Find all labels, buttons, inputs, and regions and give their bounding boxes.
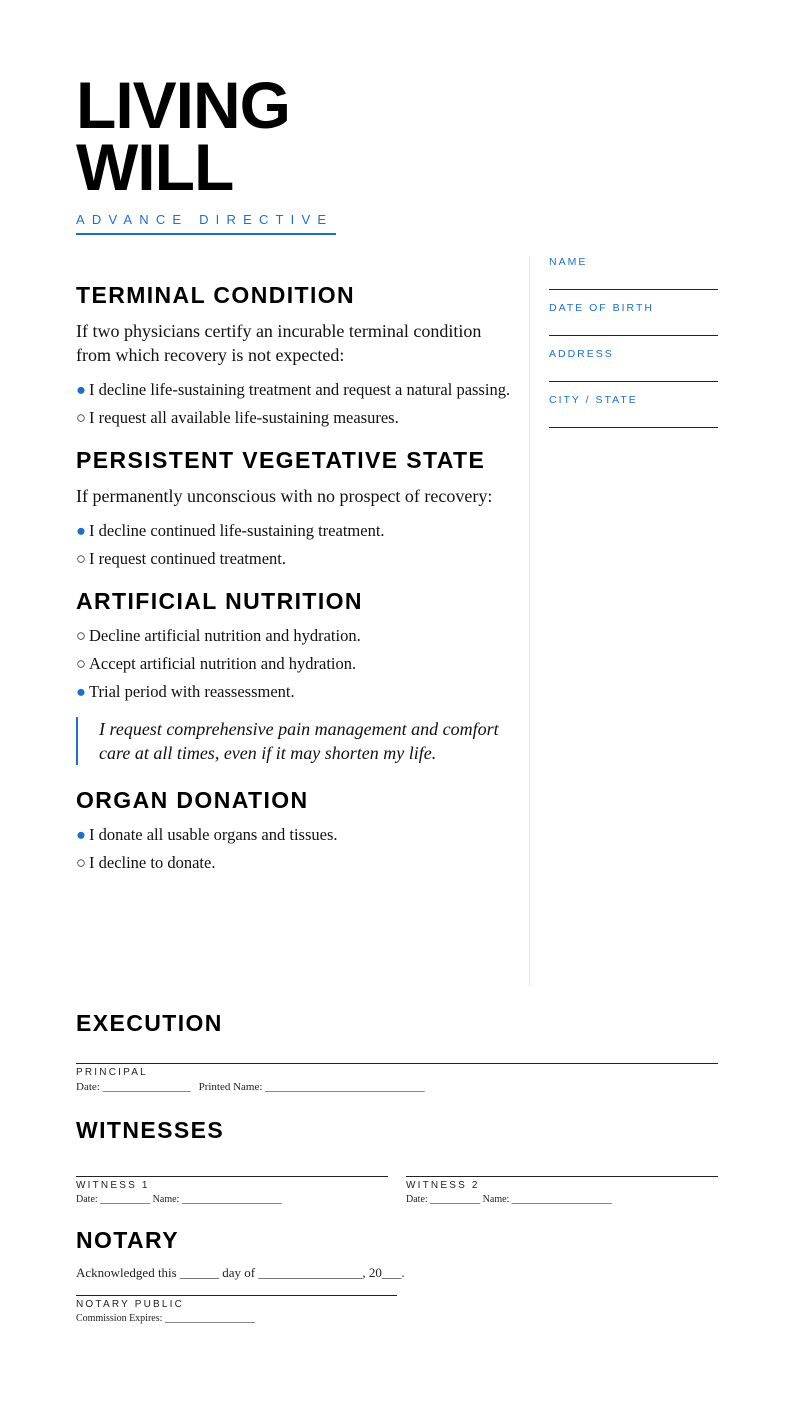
field-label: CITY / STATE xyxy=(549,394,638,406)
witness-2-meta[interactable]: Date: __________ Name: ____________________ xyxy=(406,1194,612,1205)
title-line-1: LIVING xyxy=(76,68,291,142)
title-line-2: WILL xyxy=(76,130,234,204)
address-field[interactable] xyxy=(549,346,718,382)
name-field[interactable] xyxy=(549,254,718,290)
radio-filled-icon: ● xyxy=(76,521,86,540)
option-text: I donate all usable organs and tissues. xyxy=(89,825,338,844)
principal-label: PRINCIPAL xyxy=(76,1067,148,1078)
principal-signature-line[interactable] xyxy=(76,1063,718,1064)
witness-row xyxy=(76,1176,718,1205)
document-title xyxy=(76,68,291,204)
section-heading: PERSISTENT VEGETATIVE STATE xyxy=(76,447,486,473)
radio-filled-icon: ● xyxy=(76,380,86,399)
witness-1-meta[interactable]: Date: __________ Name: ____________________ xyxy=(76,1194,282,1205)
witness-2-label: WITNESS 2 xyxy=(406,1180,480,1191)
option-selected[interactable] xyxy=(76,824,516,846)
notary-heading: NOTARY xyxy=(76,1227,179,1253)
option-unselected[interactable] xyxy=(76,852,516,874)
radio-empty-icon: ○ xyxy=(76,626,86,645)
column-divider xyxy=(529,256,530,986)
comfort-care-statement: I request comprehensive pain management and comfort care at all times, even if it may shorten my life. xyxy=(76,717,509,765)
radio-empty-icon: ○ xyxy=(76,853,86,872)
radio-empty-icon: ○ xyxy=(76,549,86,568)
option-selected[interactable] xyxy=(76,520,516,542)
field-label: ADDRESS xyxy=(549,348,614,360)
notary-signature-line[interactable] xyxy=(76,1295,397,1296)
signatures-area xyxy=(76,1010,718,1324)
option-text: I decline continued life-sustaining treatment. xyxy=(89,521,385,540)
option-selected[interactable] xyxy=(76,379,516,401)
section-organ-donation xyxy=(76,787,516,874)
witnesses-heading: WITNESSES xyxy=(76,1117,225,1143)
witness-2-signature-line[interactable] xyxy=(406,1176,718,1177)
option-unselected[interactable] xyxy=(76,548,516,570)
option-text: Accept artificial nutrition and hydration. xyxy=(89,654,357,673)
option-unselected[interactable] xyxy=(76,653,516,675)
option-text: I request all available life-sustaining measures. xyxy=(89,408,399,427)
section-intro: If two physicians certify an incurable terminal condition from which recovery is not expected: xyxy=(76,321,482,365)
section-heading: ARTIFICIAL NUTRITION xyxy=(76,588,363,614)
notary-acknowledgment[interactable]: Acknowledged this ______ day of ________________, 20___. xyxy=(76,1265,405,1280)
radio-filled-icon: ● xyxy=(76,682,86,701)
witness-2-block xyxy=(406,1176,718,1205)
radio-empty-icon: ○ xyxy=(76,408,86,427)
principal-printed-name[interactable]: Printed Name: _____________________________ xyxy=(198,1081,425,1093)
witness-1-label: WITNESS 1 xyxy=(76,1180,150,1191)
radio-filled-icon: ● xyxy=(76,825,86,844)
option-text: I request continued treatment. xyxy=(89,549,287,568)
date-of-birth-field[interactable] xyxy=(549,300,718,336)
option-unselected[interactable] xyxy=(76,625,516,647)
section-terminal-condition xyxy=(76,282,516,429)
radio-empty-icon: ○ xyxy=(76,654,86,673)
witness-1-signature-line[interactable] xyxy=(76,1176,388,1177)
section-heading: TERMINAL CONDITION xyxy=(76,282,356,308)
option-text: I decline to donate. xyxy=(89,853,216,872)
principal-meta xyxy=(76,1081,718,1093)
field-label: NAME xyxy=(549,256,588,268)
principal-date[interactable]: Date: ________________ xyxy=(76,1081,191,1093)
directive-sections xyxy=(76,282,516,892)
execution-heading: EXECUTION xyxy=(76,1010,223,1036)
field-label: DATE OF BIRTH xyxy=(549,302,654,314)
section-heading: ORGAN DONATION xyxy=(76,787,309,813)
personal-info-fields xyxy=(549,254,718,438)
option-unselected[interactable] xyxy=(76,407,516,429)
document-subtitle: ADVANCE DIRECTIVE xyxy=(76,212,336,235)
section-vegetative-state xyxy=(76,447,516,570)
section-intro: If permanently unconscious with no prospect of recovery: xyxy=(76,486,493,506)
option-text: Trial period with reassessment. xyxy=(89,682,295,701)
witness-1-block xyxy=(76,1176,388,1205)
commission-expires[interactable]: Commission Expires: __________________ xyxy=(76,1313,255,1324)
option-text: Decline artificial nutrition and hydration. xyxy=(89,626,361,645)
option-text: I decline life-sustaining treatment and request a natural passing. xyxy=(89,380,511,399)
notary-public-label: NOTARY PUBLIC xyxy=(76,1299,185,1310)
option-selected[interactable] xyxy=(76,681,516,703)
city-state-field[interactable] xyxy=(549,392,718,428)
section-artificial-nutrition xyxy=(76,588,516,765)
